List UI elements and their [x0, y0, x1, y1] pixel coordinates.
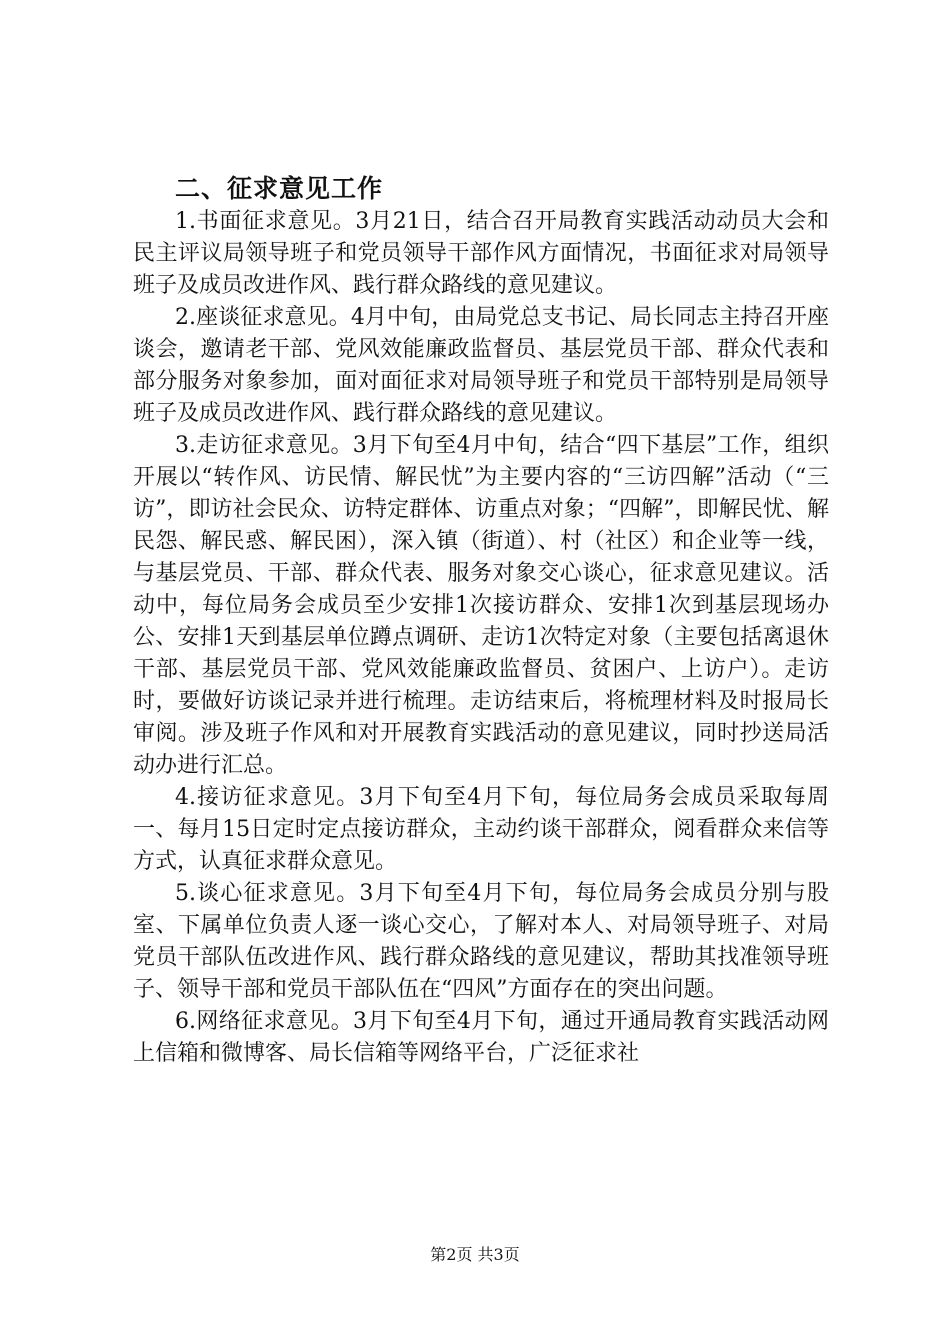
paragraph-written-opinions: 1.书面征求意见。3月21日，结合召开局教育实践活动动员大会和民主评议局领导班子和党员领导干部作风方面情况，书面征求对局领导班子及成员改进作风、践行群众路线的意见建议。 [133, 209, 829, 298]
paragraph-reception-opinions: 4.接访征求意见。3月下旬至4月下旬，每位局务会成员采取每周一、每月15日定时定点接访群众，主动约谈干部群众，阅看群众来信等方式，认真征求群众意见。 [133, 785, 829, 874]
page-number-footer: 第2页 共3页 [430, 1245, 520, 1264]
document-body [133, 172, 829, 1070]
paragraph-online-opinions: 6.网络征求意见。3月下旬至4月下旬，通过开通局教育实践活动网上信箱和微博客、局长信箱等网络平台，广泛征求社 [133, 1009, 829, 1066]
paragraph-heart-to-heart-opinions: 5.谈心征求意见。3月下旬至4月下旬，每位局务会成员分别与股室、下属单位负责人逐一谈心交心，了解对本人、对局领导班子、对局党员干部队伍改进作风、践行群众路线的意见建议，帮助其找准领导班子、领导干部和党员干部队伍在“四风”方面存在的突出问题。 [133, 881, 829, 1002]
section-heading: 二、征求意见工作 [175, 174, 384, 203]
paragraph-visit-opinions: 3.走访征求意见。3月下旬至4月中旬，结合“四下基层”工作，组织开展以“转作风、访民情、解民忧”为主要内容的“三访四解”活动（“三访”，即访社会民众、访特定群体、访重点对象；“四解”，即解民忧、解民怨、解民惑、解民困），深入镇（街道）、村（社区）和企业等一线，与基层党员、干部、群众代表、服务对象交心谈心，征求意见建议。活动中，每位局务会成员至少安排1次接访群众、安排1次到基层现场办公、安排1天到基层单位蹲点调研、走访1次特定对象（主要包括离退休干部、基层党员干部、党风效能廉政监督员、贫困户、上访户）。走访时，要做好访谈记录并进行梳理。走访结束后，将梳理材料及时报局长审阅。涉及班子作风和对开展教育实践活动的意见建议，同时抄送局活动办进行汇总。 [133, 433, 829, 778]
paragraph-symposium-opinions: 2.座谈征求意见。4月中旬，由局党总支书记、局长同志主持召开座谈会，邀请老干部、党风效能廉政监督员、基层党员干部、群众代表和部分服务对象参加，面对面征求对局领导班子和党员干部特别是局领导班子及成员改进作风、践行群众路线的意见建议。 [133, 305, 829, 426]
